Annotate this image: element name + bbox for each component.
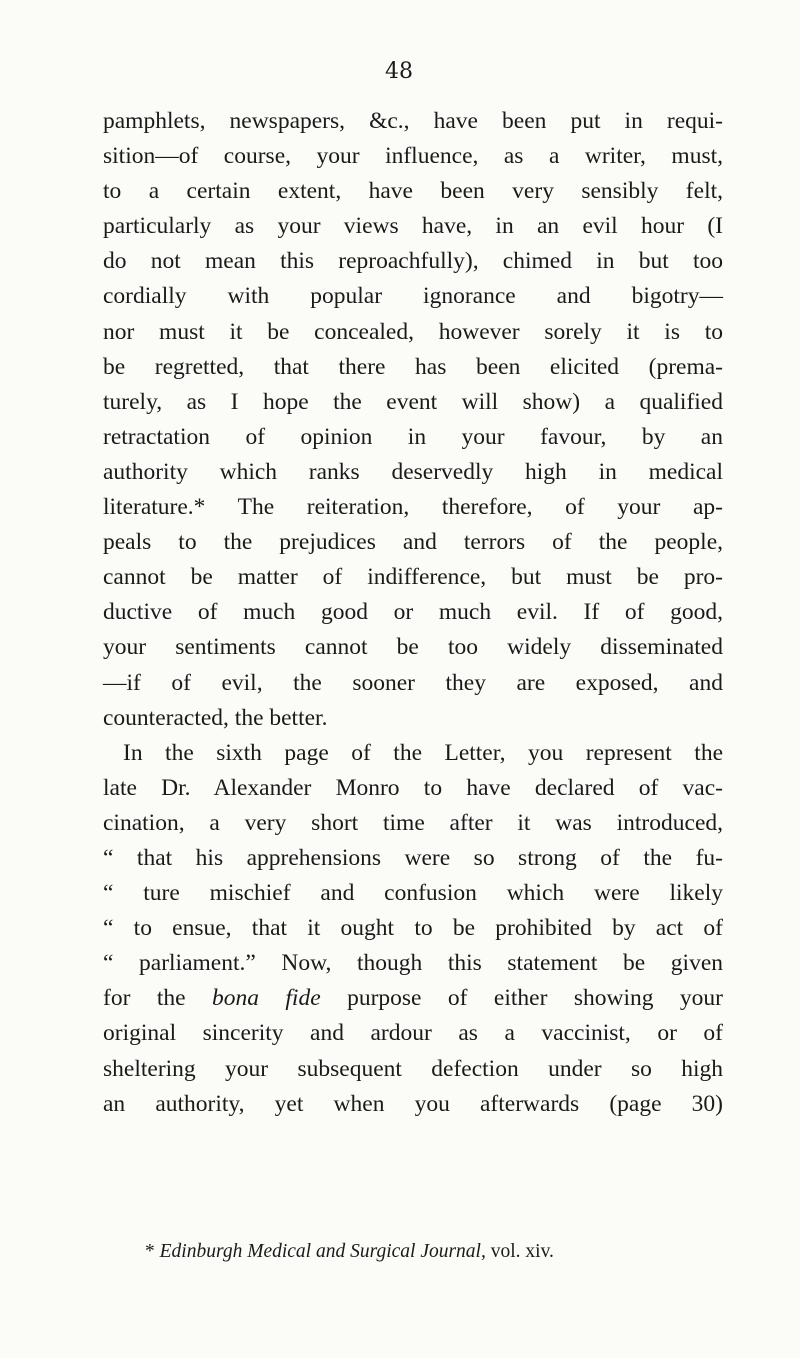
text-line: cination, a very short time after it was introduced,: [103, 809, 723, 836]
paragraph-start-line: In the sixth page of the Letter, you represent the: [123, 739, 723, 766]
text-line: turely, as I hope the event will show) a qualified: [103, 388, 723, 415]
footnote-marker: *: [145, 1241, 155, 1262]
text-line: nor must it be concealed, however sorely it is to: [103, 318, 723, 345]
text-line: for the bona fide purpose of either showing your: [103, 985, 723, 1012]
text-line: literature.* The reiteration, therefore, of your ap-: [103, 494, 723, 521]
quote-line: “ to ensue, that it ought to be prohibited by act of: [103, 915, 723, 942]
paragraph-end-line: counteracted, the better.: [103, 704, 328, 731]
quote-line: “ that his apprehensions were so strong of the fu-: [103, 844, 723, 871]
text-line: late Dr. Alexander Monro to have declared of vac-: [103, 774, 723, 801]
text-line: sheltering your subsequent defection under so high: [103, 1055, 723, 1082]
text-line: retractation of opinion in your favour, by an: [103, 423, 723, 450]
footnote: [145, 1239, 725, 1265]
text-line: be regretted, that there has been elicited (prema-: [103, 353, 723, 380]
text-line: original sincerity and ardour as a vaccinist, or of: [103, 1020, 723, 1047]
footnote-journal: Edinburgh Medical and Surgical Journal,: [159, 1241, 486, 1262]
text-line: an authority, yet when you afterwards (page 30): [103, 1090, 723, 1117]
footnote-volume: vol. xiv.: [490, 1241, 554, 1262]
text-line: particularly as your views have, in an evil hour (I: [103, 213, 723, 240]
text-line: cordially with popular ignorance and bigotry—: [103, 283, 723, 310]
text-line: ductive of much good or much evil. If of good,: [103, 599, 723, 626]
body-text: [103, 104, 723, 1122]
page-number: 48: [385, 59, 413, 84]
italic-phrase: bona fide: [211, 985, 321, 1012]
text-line: cannot be matter of indifference, but must be pro-: [103, 564, 723, 591]
text-line: peals to the prejudices and terrors of the people,: [103, 529, 723, 556]
text-line: authority which ranks deservedly high in medical: [103, 458, 723, 485]
quote-line: “ ture mischief and confusion which were likely: [103, 880, 723, 907]
text-line: —if of evil, the sooner they are exposed, and: [103, 669, 723, 696]
text-line: to a certain extent, have been very sensibly felt,: [103, 178, 723, 205]
text-line: sition—of course, your influence, as a writer, must,: [103, 143, 723, 170]
text-line: your sentiments cannot be too widely disseminated: [103, 634, 723, 661]
quote-line: “ parliament.” Now, though this statement be given: [103, 950, 723, 977]
text-line: do not mean this reproachfully), chimed in but too: [103, 248, 723, 275]
text-line: pamphlets, newspapers, &c., have been put in requi-: [103, 108, 723, 134]
